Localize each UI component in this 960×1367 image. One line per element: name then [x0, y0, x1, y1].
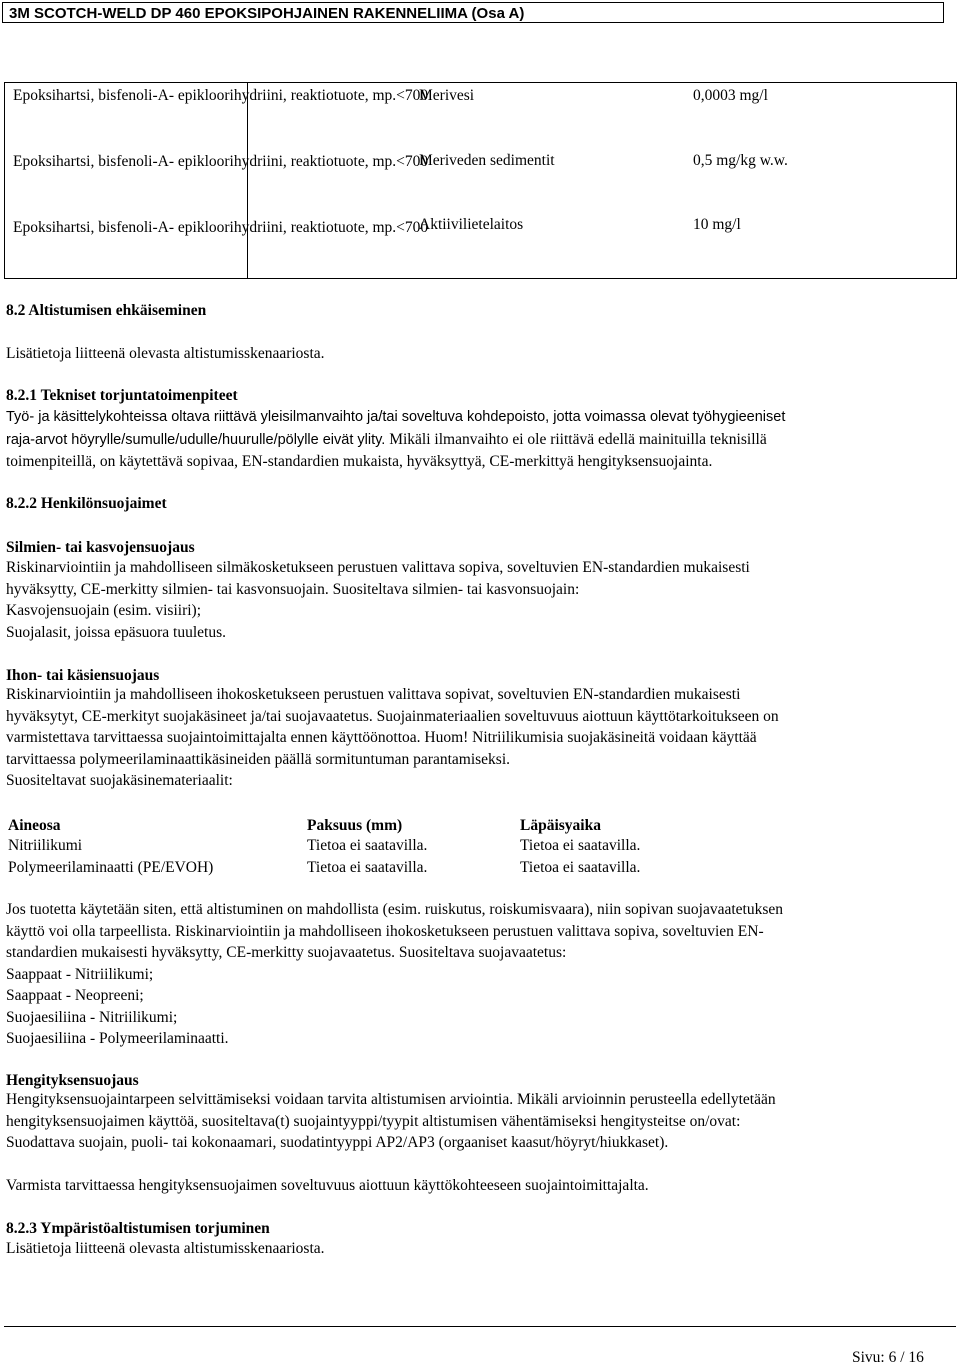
eye-protection-heading: Silmien- tai kasvojensuojaus [6, 539, 195, 556]
pnec-table [4, 82, 957, 279]
document-header: 3M SCOTCH-WELD DP 460 EPOKSIPOHJAINEN RAKENNELIIMA (Osa A) [2, 2, 944, 23]
section-8-2-text: Lisätietoja liitteenä olevasta altistumisskenaariosta. [6, 345, 325, 362]
table-column-divider [247, 83, 248, 278]
skin-protection-text: Riskinarviointiin ja mahdolliseen ihokosketukseen perustuen valittava sopivat, soveltuvien EN-standardien mukaisesti hyväksytyt, CE-merkityt suojakäsineet ja/tai suojavaatetus. Suojainmateriaalien soveltuvuus aiottuun käyttötarkoitukseen on varmistettava tarvittaessa suojaintoimittajalta ennen käyttöönottoa. Huom! Nitriilikumisia suojakäsineitä voidaan käyttää tarvittaessa polymeerilaminaattikäsineiden päällä sormituntuman parantamiseksi. Suositeltavat suojakäsinemateriaalit: [6, 686, 779, 789]
table-header-thickness: Paksuus (mm) [307, 817, 403, 834]
footer-divider [4, 1326, 956, 1327]
table-cell: Tietoa ei saatavilla. [520, 837, 641, 854]
section-heading-8-2: 8.2 Altistumisen ehkäiseminen [6, 302, 207, 319]
table-cell-component: Epoksihartsi, bisfenoli-A- epikloorihydriini, reaktiotuote, mp.<700 [13, 153, 429, 170]
section-heading-8-2-2: 8.2.2 Henkilönsuojaimet [6, 495, 167, 512]
table-cell-component: Epoksihartsi, bisfenoli-A- epikloorihydriini, reaktiotuote, mp.<700 [13, 87, 429, 104]
table-cell-component: Epoksihartsi, bisfenoli-A- epikloorihydriini, reaktiotuote, mp.<700 [13, 219, 429, 236]
table-header-component: Aineosa [8, 817, 61, 834]
section-8-2-3-text: Lisätietoja liitteenä olevasta altistumisskenaariosta. [6, 1240, 325, 1257]
table-cell: Tietoa ei saatavilla. [307, 859, 428, 876]
respiratory-protection-note: Varmista tarvittaessa hengityksensuojaimen soveltuvuus aiottuun käyttökohteeseen suojaintoimittajalta. [6, 1177, 649, 1194]
respiratory-protection-heading: Hengityksensuojaus [6, 1072, 139, 1089]
table-cell-value: 0,5 mg/kg w.w. [693, 152, 788, 169]
table-cell: Polymeerilaminaatti (PE/EVOH) [8, 859, 214, 876]
table-cell-compartment: Aktiivilietelaitos [419, 216, 524, 233]
table-cell: Nitriilikumi [8, 837, 83, 854]
table-cell: Tietoa ei saatavilla. [307, 837, 428, 854]
respiratory-protection-text: Hengityksensuojaintarpeen selvittämiseksi voidaan tarvita altistumisen arviointia. Mikäli arvioinnin perusteella edellytetään hengityksensuojaimen käyttöä, suositeltava(t) suojaintyyppi/tyypit altistumisen vähentämiseksi hengitysteitse on/ovat: Suodattava suojain, puoli- tai kokonaamari, suodatintyyppi AP2/AP3 (orgaaniset kaasut/höyryt/hiukkaset). [6, 1091, 776, 1151]
section-8-2-1-text: Työ- ja käsittelykohteissa oltava riittävä yleisilmanvaihto ja/tai soveltuva kohdepoisto, jotta voimassa olevat työhygieeniset raja-arvot höyrylle/sumulle/udulle/huurulle/pölylle eivät ylity. Mikäli ilmanvaihto ei ole riittävä edellä mainituilla teknisillä toimenpiteillä, on käytettävä sopivaa, EN-standardien mukaista, hyväksyttyä, CE-merkittyä hengityksensuojainta. [6, 409, 786, 470]
skin-protection-heading: Ihon- tai käsiensuojaus [6, 667, 160, 684]
table-cell-compartment: Merivesi [419, 87, 475, 104]
table-cell-value: 0,0003 mg/l [693, 87, 768, 104]
table-cell-compartment: Meriveden sedimentit [419, 152, 555, 169]
table-cell: Tietoa ei saatavilla. [520, 859, 641, 876]
table-cell-value: 10 mg/l [693, 216, 741, 233]
section-heading-8-2-3: 8.2.3 Ympäristöaltistumisen torjuminen [6, 1220, 270, 1237]
protective-clothing-text: Jos tuotetta käytetään siten, että altistuminen on mahdollista (esim. ruiskutus, roiskumisvaara), niin sopivan suojavaatetuksen käyttö voi olla tarpeellista. Riskinarviointiin ja mahdolliseen ihokosketukseen perustuen valittava sopiva, soveltuvien EN- standardien mukaisesti hyväksytty, CE-merkitty suojavaatetus. Suositeltava suojavaatetus: Saappaat - Nitriilikumi; Saappaat - Neopreeni; Suojaesiliina - Nitriilikumi; Suojaesiliina - Polymeerilaminaatti. [6, 901, 783, 1047]
page-number: Sivu: 6 / 16 [852, 1349, 924, 1366]
table-header-breakthrough: Läpäisyaika [520, 817, 601, 834]
eye-protection-text: Riskinarviointiin ja mahdolliseen silmäkosketukseen perustuen valittava sopiva, soveltuvien EN-standardien mukaisesti hyväksytty, CE-merkitty silmien- tai kasvonsuojain. Suositeltava silmien- tai kasvonsuojain: Kasvojensuojain (esim. visiiri); Suojalasit, joissa epäsuora tuuletus. [6, 559, 750, 641]
section-heading-8-2-1: 8.2.1 Tekniset torjuntatoimenpiteet [6, 387, 238, 404]
